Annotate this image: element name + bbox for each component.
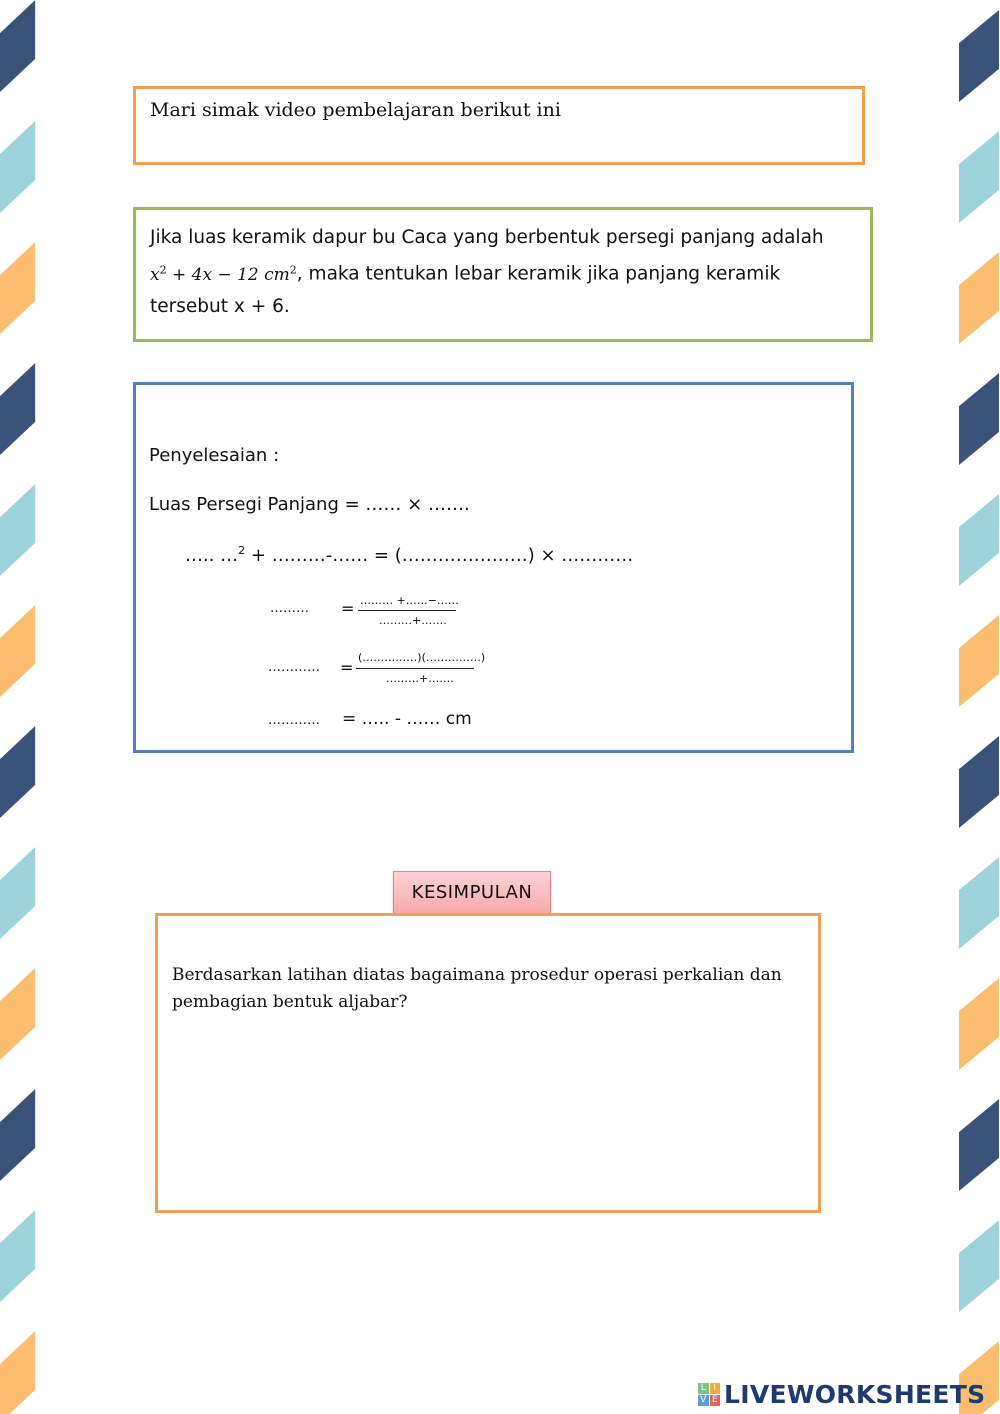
conclusion-question: Berdasarkan latihan diatas bagaimana prosedur operasi perkalian dan pembagian bentuk aljabar?	[172, 965, 782, 1012]
border-stripe	[0, 968, 40, 1060]
equals-sign-1: =	[341, 599, 355, 618]
blank-width-2: …………	[268, 660, 320, 675]
border-stripe	[0, 1331, 40, 1414]
border-stripe	[0, 1210, 40, 1302]
video-prompt-box	[133, 86, 865, 165]
border-stripe	[959, 615, 999, 707]
border-stripe	[959, 1099, 999, 1191]
blank-width-1: ………	[270, 601, 309, 616]
border-stripe	[959, 10, 999, 102]
solution-line-equation: ….. …$^2$ + ………-…… = (…………………) × …………	[185, 544, 634, 566]
right-striped-border	[955, 0, 1000, 1414]
border-stripe	[0, 121, 40, 213]
blank-width-3: …………	[268, 713, 320, 728]
problem-box	[133, 207, 873, 342]
fraction-1-numerator: ……… +……−……	[360, 594, 459, 607]
left-striped-border	[0, 0, 40, 1414]
equals-sign-2: =	[340, 658, 354, 677]
fraction-1-bar	[358, 610, 456, 611]
solution-line-area: Luas Persegi Panjang = …… × …….	[149, 494, 470, 515]
liveworksheets-logo-icon: L I V E	[698, 1383, 720, 1405]
problem-text	[150, 222, 850, 323]
fraction-2-numerator: (……………)(……………)	[358, 651, 486, 664]
problem-line-1: Jika luas keramik dapur bu Caca yang berbentuk persegi panjang adalah	[150, 227, 824, 248]
border-stripe	[959, 494, 999, 586]
fraction-2-bar	[356, 668, 474, 669]
fraction-2-denominator: ………+…….	[386, 672, 454, 685]
liveworksheets-brand	[698, 1379, 985, 1409]
border-stripe	[959, 978, 999, 1070]
area-expression: $x^2 + 4x - 12$ $cm^2$	[150, 263, 297, 285]
border-stripe	[0, 726, 40, 818]
border-stripe	[959, 857, 999, 949]
conclusion-tag: KESIMPULAN	[393, 871, 551, 913]
border-stripe	[959, 1220, 999, 1312]
border-stripe	[959, 131, 999, 223]
border-stripe	[0, 242, 40, 334]
fraction-1-denominator: ………+…….	[379, 614, 447, 627]
border-stripe	[959, 252, 999, 344]
solution-box	[133, 382, 854, 753]
border-stripe	[0, 0, 40, 92]
problem-line-3: tersebut x + 6.	[150, 295, 290, 317]
border-stripe	[0, 1089, 40, 1181]
conclusion-box[interactable]	[155, 913, 821, 1213]
border-stripe	[0, 484, 40, 576]
problem-line-2: , maka tentukan lebar keramik jika panjang keramik	[296, 263, 781, 285]
border-stripe	[0, 847, 40, 939]
liveworksheets-wordmark: LIVEWORKSHEETS	[724, 1379, 986, 1409]
video-prompt-text: Mari simak video pembelajaran berikut ini	[150, 99, 561, 121]
solution-heading: Penyelesaian :	[149, 445, 280, 466]
border-stripe	[0, 363, 40, 455]
border-stripe	[959, 373, 999, 465]
border-stripe	[959, 736, 999, 828]
border-stripe	[0, 605, 40, 697]
solution-result: = ….. - …… cm	[342, 709, 472, 729]
